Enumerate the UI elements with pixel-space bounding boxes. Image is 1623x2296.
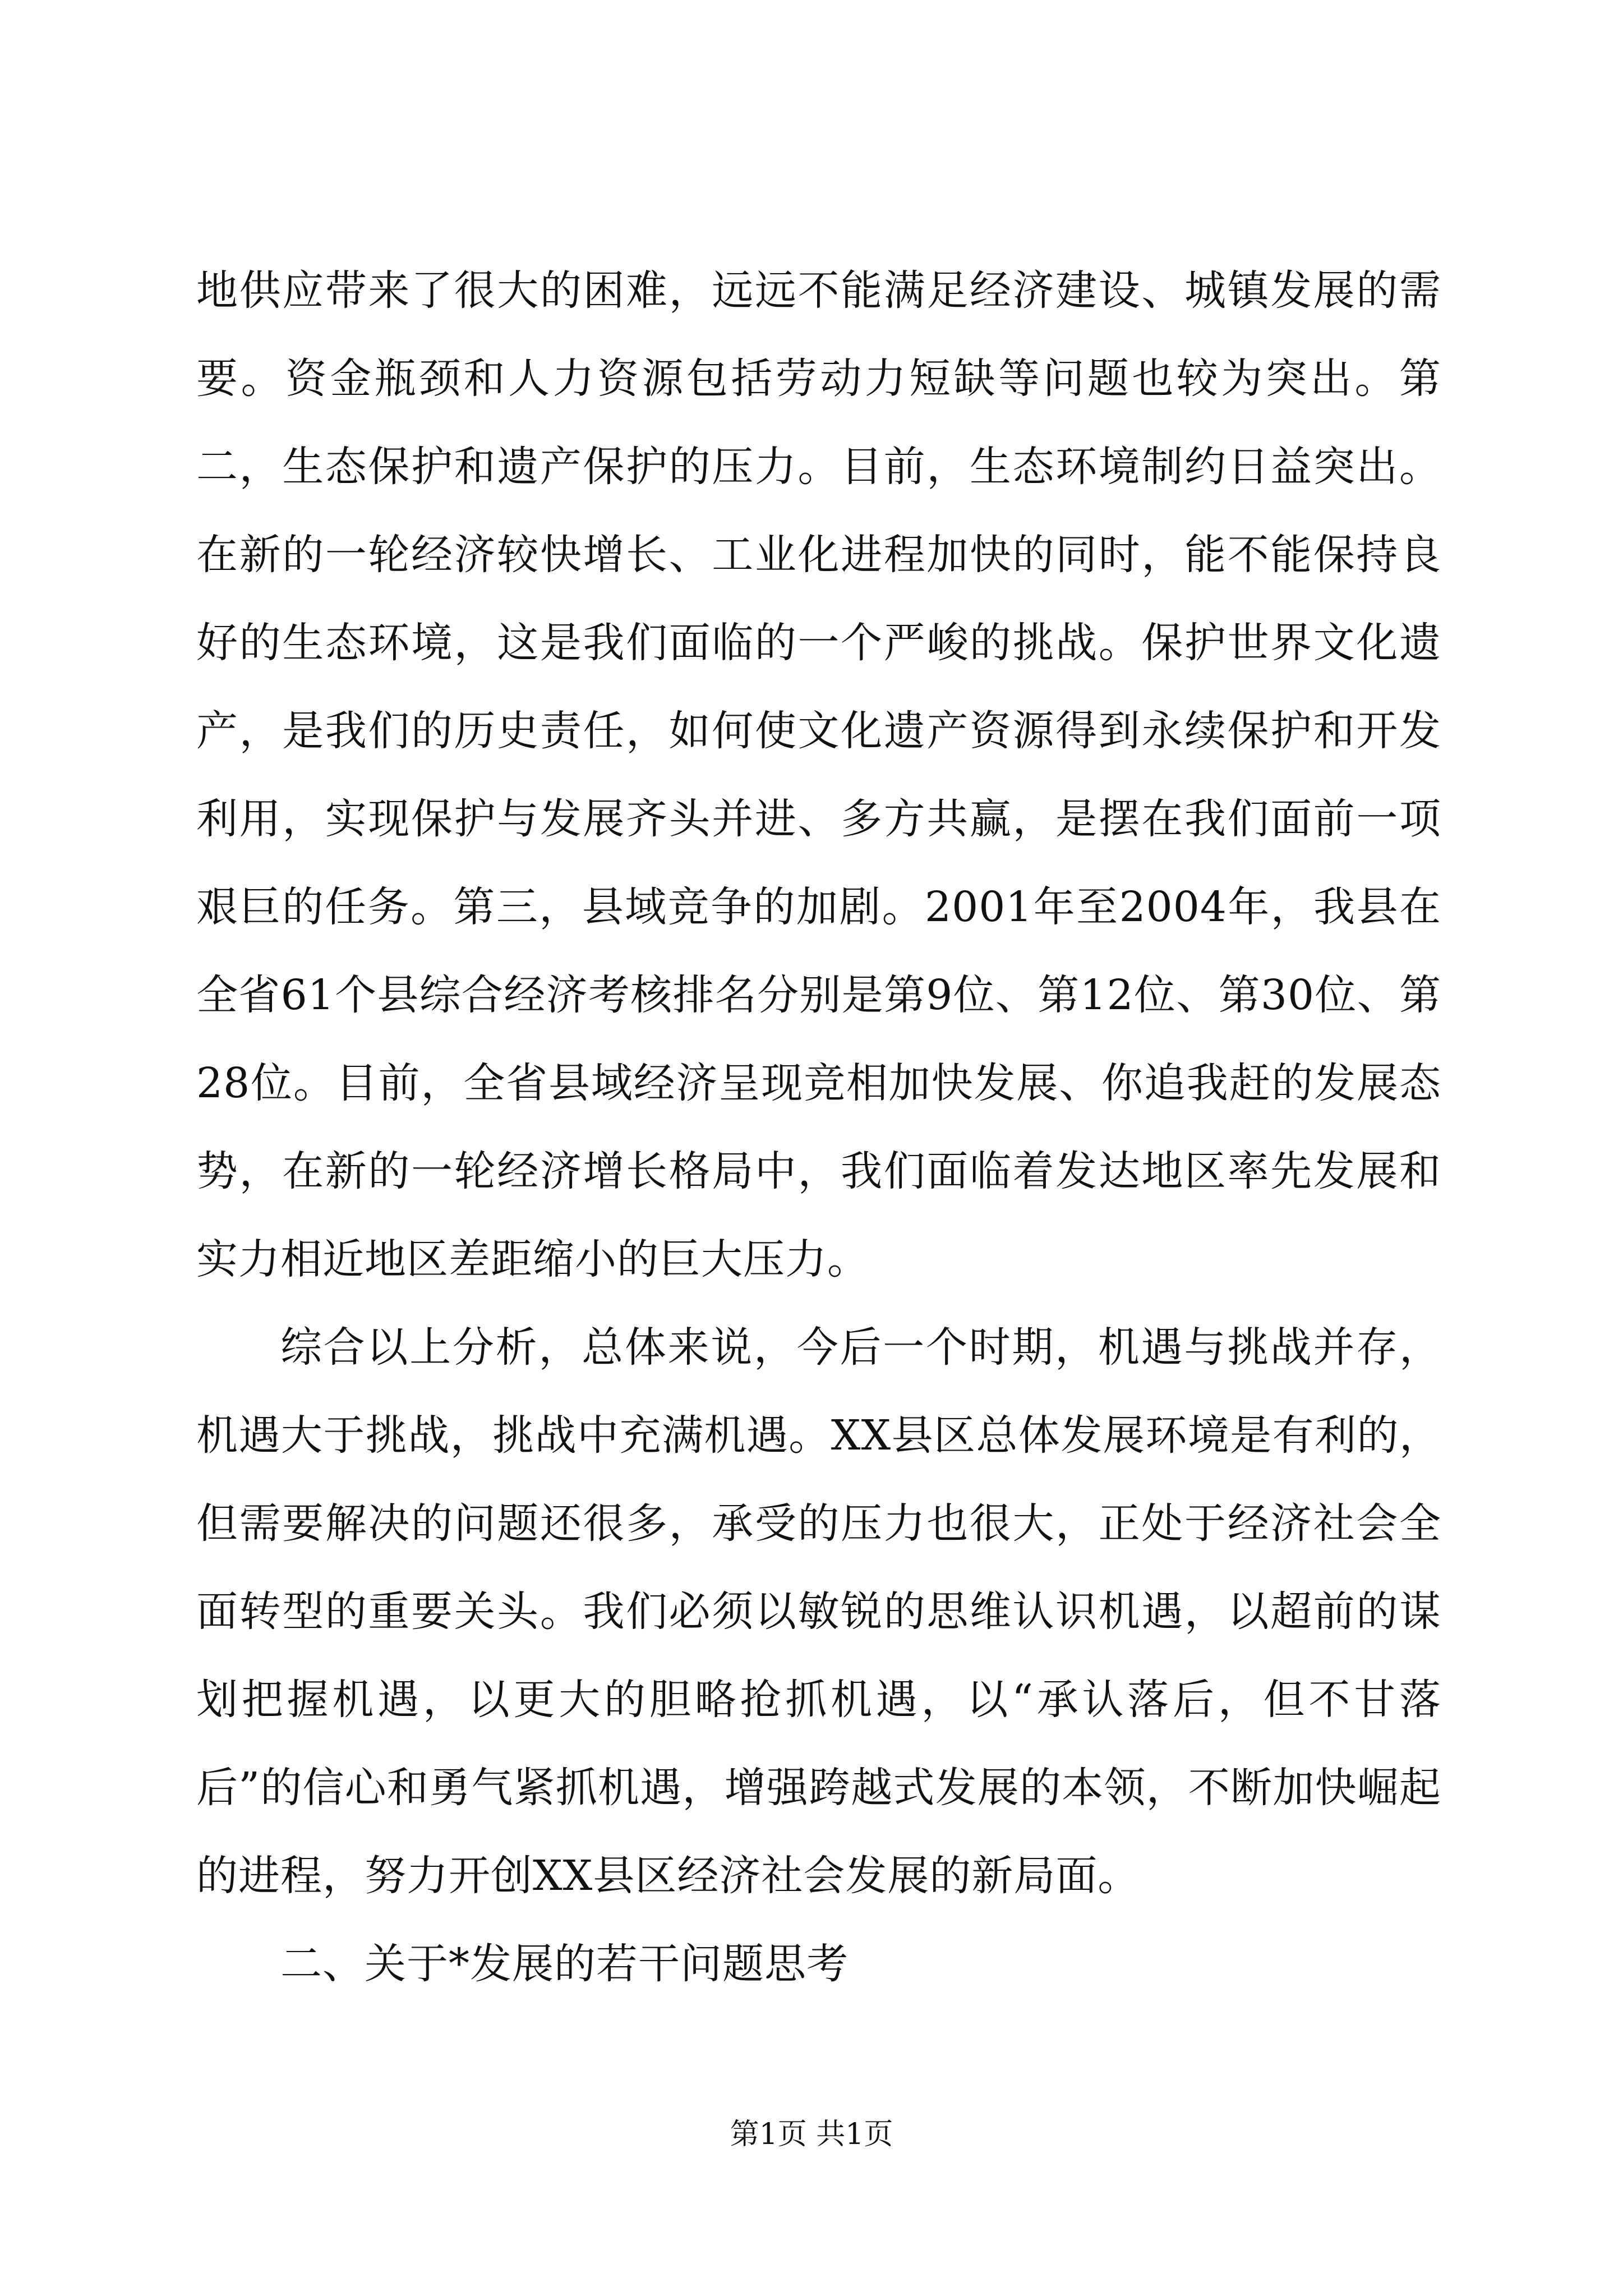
section-heading: 二、关于*发展的若干问题思考 bbox=[280, 1940, 849, 1988]
paragraph-challenges: 地供应带来了很大的困难，远远不能满足经济建设、城镇发展的需要。资金瓶颈和人力资源包括劳动力短缺等问题也较为突出。第二，生态保护和遗产保护的压力。目前，生态环境制约日益突出。在新的一轮经济较快增长、工业化进程加快的同时，能不能保持良好的生态环境，这是我们面临的一个严峻的挑战。保护世界文化遗产，是我们的历史责任，如何使文化遗产资源得到永续保护和开发利用，实现保护与发展齐头并进、多方共赢，是摆在我们面前一项艰巨的任务。第三，县域竞争的加剧。2001年至2004年，我县在全省61个县综合经济考核排名分别是第9位、第12位、第30位、第28位。目前，全省县域经济呈现竞相加快发展、你追我赶的发展态势，在新的一轮经济增长格局中，我们面临着发达地区率先发展和实力相近地区差距缩小的巨大压力。 bbox=[196, 266, 1441, 1283]
paragraph-summary: 综合以上分析，总体来说，今后一个时期，机遇与挑战并存，机遇大于挑战，挑战中充满机遇。XX县区总体发展环境是有利的，但需要解决的问题还很多，承受的压力也很大，正处于经济社会全面转型的重要关头。我们必须以敏锐的思维认识机遇，以超前的谋划把握机遇，以更大的胆略抢抓机遇，以“承认落后，但不甘落后”的信心和勇气紧抓机遇，增强跨越式发展的本领，不断加快崛起的进程，努力开创XX县区经济社会发展的新局面。 bbox=[196, 1323, 1441, 1900]
page-footer: 第1页 共1页 bbox=[730, 2118, 893, 2151]
document-body bbox=[196, 247, 1441, 2008]
